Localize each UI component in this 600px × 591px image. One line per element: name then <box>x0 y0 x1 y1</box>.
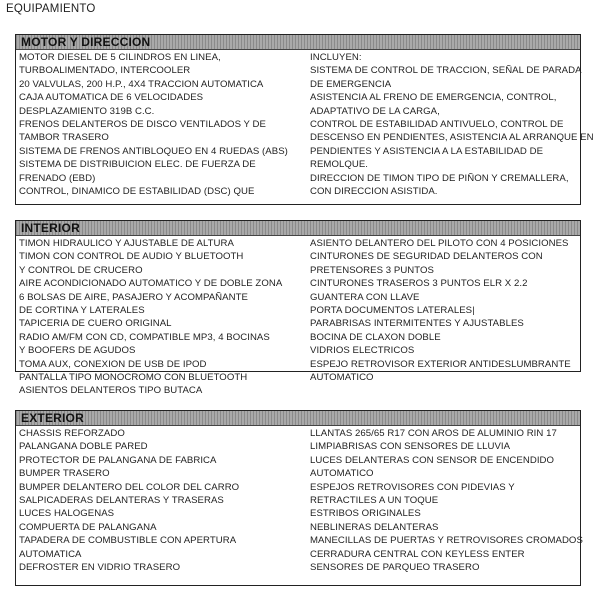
spec-line: CONTROL, DINAMICO DE ESTABILIDAD (DSC) QUE <box>19 186 255 198</box>
spec-line: SISTEMA DE FRENOS ANTIBLOQUEO EN 4 RUEDAS (ABS) <box>19 145 288 157</box>
spec-line: DESCENSO EN PENDIENTES, ASISTENCIA AL ARRANQUE EN <box>310 132 594 144</box>
spec-line: REMOLQUE. <box>310 159 369 171</box>
spec-line: TIMON HIDRAULICO Y AJUSTABLE DE ALTURA <box>19 238 234 249</box>
spec-line: TOMA AUX, CONEXION DE USB DE IPOD <box>19 358 207 370</box>
spec-line: SISTEMA DE CONTROL DE TRACCION, SEÑAL DE PARADA <box>310 65 582 77</box>
spec-line: FRENADO (EBD) <box>19 172 96 184</box>
spec-line: SALPICADERAS DELANTERAS Y TRASERAS <box>19 495 224 507</box>
section-header-bar <box>16 411 580 426</box>
spec-line: CON DIRECCION ASISTIDA. <box>310 186 438 198</box>
spec-line: TURBOALIMENTADO, INTERCOOLER <box>19 65 191 77</box>
spec-line: PORTA DOCUMENTOS LATERALES| <box>310 305 475 317</box>
section-columns <box>16 50 594 205</box>
spec-line: CAJA AUTOMATICA DE 6 VELOCIDADES <box>19 92 204 104</box>
right-column <box>310 50 594 198</box>
spec-line: LLANTAS 265/65 R17 CON AROS DE ALUMINIO RIN 17 <box>310 428 557 439</box>
spec-line: PENDIENTES Y ASISTENCIA A LA ESTABILIDAD DE <box>310 145 544 157</box>
spec-line: ESTRIBOS ORIGINALES <box>310 508 421 520</box>
spec-line: ESPEJO RETROVISOR EXTERIOR ANTIDESLUMBRANTE <box>310 358 571 370</box>
section-columns <box>16 426 583 586</box>
spec-line: FRENOS DELANTEROS DE DISCO VENTILADOS Y DE <box>19 119 266 131</box>
section-columns <box>16 236 580 397</box>
spec-line: NEBLINERAS DELANTERAS <box>310 521 439 533</box>
spec-line: 20 VALVULAS, 200 H.P., 4X4 TRACCION AUTOMATICA <box>19 78 264 90</box>
section-interior <box>15 220 581 397</box>
spec-line: LUCES DELANTERAS CON SENSOR DE ENCENDIDO <box>310 454 555 466</box>
spec-line: PANTALLA TIPO MONOCROMO CON BLUETOOTH <box>19 372 248 384</box>
spec-line: CHASSIS REFORZADO <box>19 428 125 439</box>
section-motor-y-direccion <box>15 34 594 205</box>
spec-line: BUMPER TRASERO <box>19 468 110 480</box>
spec-line: DIRECCION DE TIMON TIPO DE PIÑON Y CREMALLERA, <box>310 172 569 184</box>
section-header-bar <box>16 35 580 50</box>
spec-line: BOCINA DE CLAXON DOBLE <box>310 331 441 343</box>
left-column <box>19 426 307 574</box>
section-exterior <box>15 410 581 586</box>
spec-line: Y BOOFERS DE AGUDOS <box>19 345 136 357</box>
spec-line: ADAPTATIVO DE LA CARGA, <box>310 105 440 117</box>
spec-line: COMPUERTA DE PALANGANA <box>19 521 157 533</box>
section-title: MOTOR Y DIRECCION <box>21 35 151 49</box>
page-title: EQUIPAMIENTO <box>6 3 96 15</box>
right-column <box>310 426 583 574</box>
spec-line: VIDRIOS ELECTRICOS <box>310 345 415 357</box>
spec-line: Y CONTROL DE CRUCERO <box>19 264 143 276</box>
spec-line: PARABRISAS INTERMITENTES Y AJUSTABLES <box>310 318 524 330</box>
spec-line: DEFROSTER EN VIDRIO TRASERO <box>19 562 181 574</box>
spec-line: TAMBOR TRASERO <box>19 132 109 144</box>
spec-line: BUMPER DELANTERO DEL COLOR DEL CARRO <box>19 481 240 493</box>
spec-line: ASISTENCIA AL FRENO DE EMERGENCIA, CONTROL, <box>310 92 557 104</box>
section-title: INTERIOR <box>21 221 80 235</box>
left-column <box>19 236 307 398</box>
spec-line: TIMON CON CONTROL DE AUDIO Y BLUETOOTH <box>19 251 244 263</box>
spec-line: CERRADURA CENTRAL CON KEYLESS ENTER <box>310 548 525 560</box>
spec-line: RADIO AM/FM CON CD, COMPATIBLE MP3, 4 BOCINAS <box>19 331 270 343</box>
spec-line: PALANGANA DOBLE PARED <box>19 441 148 453</box>
spec-line: SISTEMA DE DISTRIBUICION ELEC. DE FUERZA DE <box>19 159 256 171</box>
spec-line: AUTOMATICO <box>310 468 374 480</box>
spec-line: AUTOMATICA <box>19 548 82 560</box>
spec-line: RETRACTILES A UN TOQUE <box>310 495 439 507</box>
spec-line: MANECILLAS DE PUERTAS Y RETROVISORES CROMADOS <box>310 535 583 547</box>
section-header-bar <box>16 221 580 236</box>
spec-line: GUANTERA CON LLAVE <box>310 291 420 303</box>
spec-line: LUCES HALOGENAS <box>19 508 115 520</box>
spec-line: LIMPIABRISAS CON SENSORES DE LLUVIA <box>310 441 511 453</box>
left-column <box>19 50 307 198</box>
spec-line: AIRE ACONDICIONADO AUTOMATICO Y DE DOBLE ZONA <box>19 278 283 290</box>
right-column <box>310 236 578 384</box>
spec-line: DE CORTINA Y LATERALES <box>19 305 145 317</box>
spec-line: DESPLAZAMIENTO 319B C.C. <box>19 105 155 117</box>
spec-line: ASIENTOS DELANTEROS TIPO BUTACA <box>19 385 203 397</box>
spec-line: 6 BOLSAS DE AIRE, PASAJERO Y ACOMPAÑANTE <box>19 291 248 303</box>
spec-line: CINTURONES DE SEGURIDAD DELANTEROS CON <box>310 251 543 263</box>
spec-line: MOTOR DIESEL DE 5 CILINDROS EN LINEA, <box>19 52 221 63</box>
spec-line: PROTECTOR DE PALANGANA DE FABRICA <box>19 454 217 466</box>
spec-line: SENSORES DE PARQUEO TRASERO <box>310 562 480 574</box>
spec-line: CONTROL DE ESTABILIDAD ANTIVUELO, CONTROL DE <box>310 119 564 131</box>
spec-line: DE EMERGENCIA <box>310 78 392 90</box>
spec-line: AUTOMATICO <box>310 372 374 384</box>
spec-line: ESPEJOS RETROVISORES CON PIDEVIAS Y <box>310 481 515 493</box>
spec-line: TAPADERA DE COMBUSTIBLE CON APERTURA <box>19 535 237 547</box>
spec-line: ASIENTO DELANTERO DEL PILOTO CON 4 POSICIONES <box>310 238 569 249</box>
section-title: EXTERIOR <box>21 411 84 425</box>
spec-line: CINTURONES TRASEROS 3 PUNTOS ELR X 2.2 <box>310 278 528 290</box>
spec-line: TAPICERIA DE CUERO ORIGINAL <box>19 318 172 330</box>
spec-line: PRETENSORES 3 PUNTOS <box>310 264 434 276</box>
spec-line: INCLUYEN: <box>310 52 362 63</box>
